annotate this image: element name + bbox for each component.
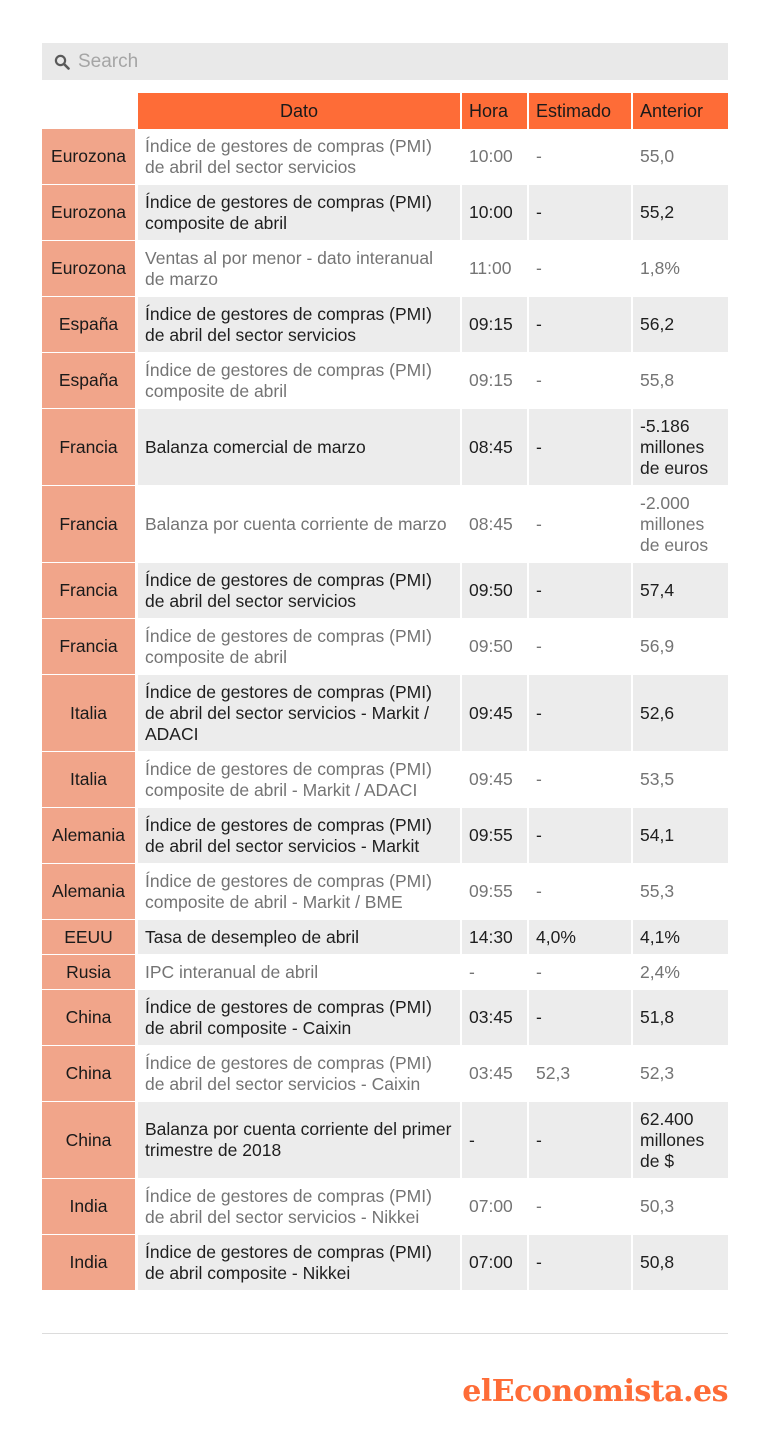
header-hora: Hora [462, 93, 529, 129]
dato-cell: Balanza por cuenta corriente del primer trimestre de 2018 [138, 1102, 462, 1179]
estimado-cell: - [529, 955, 633, 990]
dato-cell: Índice de gestores de compras (PMI) composite de abril - Markit / BME [138, 864, 462, 920]
estimado-cell: - [529, 1235, 633, 1291]
anterior-cell: 62.400 millones de $ [633, 1102, 728, 1179]
estimado-cell: - [529, 619, 633, 675]
table-row [42, 808, 728, 864]
estimado-cell: - [529, 185, 633, 241]
table-row [42, 185, 728, 241]
eleconomista-logo[interactable]: elEconomista.es [462, 1374, 728, 1409]
estimado-cell: 52,3 [529, 1046, 633, 1102]
country-cell: India [42, 1235, 138, 1291]
table-row [42, 920, 728, 955]
hora-cell: 11:00 [462, 241, 529, 297]
country-cell: España [42, 353, 138, 409]
hora-cell: 10:00 [462, 185, 529, 241]
anterior-cell: 55,0 [633, 129, 728, 185]
anterior-cell: 56,9 [633, 619, 728, 675]
country-cell: Francia [42, 486, 138, 563]
country-cell: China [42, 990, 138, 1046]
table-row [42, 1102, 728, 1179]
table-row [42, 241, 728, 297]
header-anterior: Anterior [633, 93, 728, 129]
table-body [42, 129, 728, 1291]
dato-cell: Índice de gestores de compras (PMI) de abril del sector servicios - Markit / ADACI [138, 675, 462, 752]
hora-cell: 08:45 [462, 409, 529, 486]
hora-cell: - [462, 1102, 529, 1179]
estimado-cell: - [529, 129, 633, 185]
hora-cell: 07:00 [462, 1235, 529, 1291]
hora-cell: 10:00 [462, 129, 529, 185]
estimado-cell: 4,0% [529, 920, 633, 955]
country-cell: Francia [42, 619, 138, 675]
country-cell: Eurozona [42, 241, 138, 297]
header-estimado: Estimado [529, 93, 633, 129]
anterior-cell: 50,8 [633, 1235, 728, 1291]
hora-cell: 03:45 [462, 1046, 529, 1102]
header-dato: Dato [138, 93, 462, 129]
dato-cell: Índice de gestores de compras (PMI) composite de abril - Markit / ADACI [138, 752, 462, 808]
anterior-cell: 1,8% [633, 241, 728, 297]
dato-cell: Índice de gestores de compras (PMI) de abril del sector servicios - Caixin [138, 1046, 462, 1102]
country-cell: Francia [42, 409, 138, 486]
country-cell: Italia [42, 752, 138, 808]
anterior-cell: 50,3 [633, 1179, 728, 1235]
dato-cell: Índice de gestores de compras (PMI) de abril composite - Nikkei [138, 1235, 462, 1291]
estimado-cell: - [529, 486, 633, 563]
table-header [42, 93, 728, 129]
country-cell: Eurozona [42, 129, 138, 185]
dato-cell: Índice de gestores de compras (PMI) de abril del sector servicios - Markit [138, 808, 462, 864]
dato-cell: Índice de gestores de compras (PMI) composite de abril [138, 353, 462, 409]
dato-cell: Índice de gestores de compras (PMI) de abril del sector servicios [138, 297, 462, 353]
dato-cell: Índice de gestores de compras (PMI) composite de abril [138, 619, 462, 675]
table-row [42, 409, 728, 486]
anterior-cell: 54,1 [633, 808, 728, 864]
hora-cell: 09:50 [462, 563, 529, 619]
table-row [42, 353, 728, 409]
country-cell: España [42, 297, 138, 353]
dato-cell: Índice de gestores de compras (PMI) composite de abril [138, 185, 462, 241]
table-row [42, 129, 728, 185]
search-bar[interactable] [42, 43, 728, 80]
table-row [42, 955, 728, 990]
footer-divider [42, 1333, 728, 1334]
estimado-cell: - [529, 1102, 633, 1179]
anterior-cell: 57,4 [633, 563, 728, 619]
hora-cell: 03:45 [462, 990, 529, 1046]
table-row [42, 563, 728, 619]
estimado-cell: - [529, 990, 633, 1046]
estimado-cell: - [529, 752, 633, 808]
hora-cell: 09:55 [462, 864, 529, 920]
table-row [42, 1235, 728, 1291]
hora-cell: 09:50 [462, 619, 529, 675]
table-row [42, 675, 728, 752]
anterior-cell: 2,4% [633, 955, 728, 990]
dato-cell: Índice de gestores de compras (PMI) de abril del sector servicios - Nikkei [138, 1179, 462, 1235]
anterior-cell: 53,5 [633, 752, 728, 808]
dato-cell: Tasa de desempleo de abril [138, 920, 462, 955]
anterior-cell: -2.000 millones de euros [633, 486, 728, 563]
hora-cell: 09:15 [462, 353, 529, 409]
anterior-cell: 4,1% [633, 920, 728, 955]
estimado-cell: - [529, 241, 633, 297]
estimado-cell: - [529, 675, 633, 752]
table-row [42, 752, 728, 808]
country-cell: China [42, 1102, 138, 1179]
table-row [42, 1046, 728, 1102]
country-cell: China [42, 1046, 138, 1102]
header-country [42, 93, 138, 129]
anterior-cell: 55,2 [633, 185, 728, 241]
country-cell: India [42, 1179, 138, 1235]
table-row [42, 486, 728, 563]
table-row [42, 619, 728, 675]
anterior-cell: 52,6 [633, 675, 728, 752]
estimado-cell: - [529, 353, 633, 409]
anterior-cell: 52,3 [633, 1046, 728, 1102]
dato-cell: IPC interanual de abril [138, 955, 462, 990]
country-cell: Francia [42, 563, 138, 619]
hora-cell: 08:45 [462, 486, 529, 563]
estimado-cell: - [529, 1179, 633, 1235]
table-row [42, 864, 728, 920]
hora-cell: 09:45 [462, 675, 529, 752]
country-cell: Alemania [42, 864, 138, 920]
country-cell: Italia [42, 675, 138, 752]
estimado-cell: - [529, 808, 633, 864]
estimado-cell: - [529, 864, 633, 920]
hora-cell: 09:55 [462, 808, 529, 864]
hora-cell: 07:00 [462, 1179, 529, 1235]
dato-cell: Balanza comercial de marzo [138, 409, 462, 486]
dato-cell: Índice de gestores de compras (PMI) de abril composite - Caixin [138, 990, 462, 1046]
estimado-cell: - [529, 563, 633, 619]
anterior-cell: 56,2 [633, 297, 728, 353]
dato-cell: Ventas al por menor - dato interanual de marzo [138, 241, 462, 297]
search-input[interactable] [78, 51, 678, 73]
anterior-cell: 55,8 [633, 353, 728, 409]
country-cell: EEUU [42, 920, 138, 955]
hora-cell: 14:30 [462, 920, 529, 955]
table-row [42, 1179, 728, 1235]
economic-calendar-table [42, 93, 728, 1291]
country-cell: Eurozona [42, 185, 138, 241]
country-cell: Rusia [42, 955, 138, 990]
estimado-cell: - [529, 297, 633, 353]
estimado-cell: - [529, 409, 633, 486]
table-row [42, 297, 728, 353]
country-cell: Alemania [42, 808, 138, 864]
table-row [42, 990, 728, 1046]
dato-cell: Balanza por cuenta corriente de marzo [138, 486, 462, 563]
anterior-cell: 55,3 [633, 864, 728, 920]
hora-cell: - [462, 955, 529, 990]
hora-cell: 09:15 [462, 297, 529, 353]
anterior-cell: -5.186 millones de euros [633, 409, 728, 486]
hora-cell: 09:45 [462, 752, 529, 808]
dato-cell: Índice de gestores de compras (PMI) de abril del sector servicios [138, 129, 462, 185]
search-icon [52, 52, 72, 72]
anterior-cell: 51,8 [633, 990, 728, 1046]
dato-cell: Índice de gestores de compras (PMI) de abril del sector servicios [138, 563, 462, 619]
